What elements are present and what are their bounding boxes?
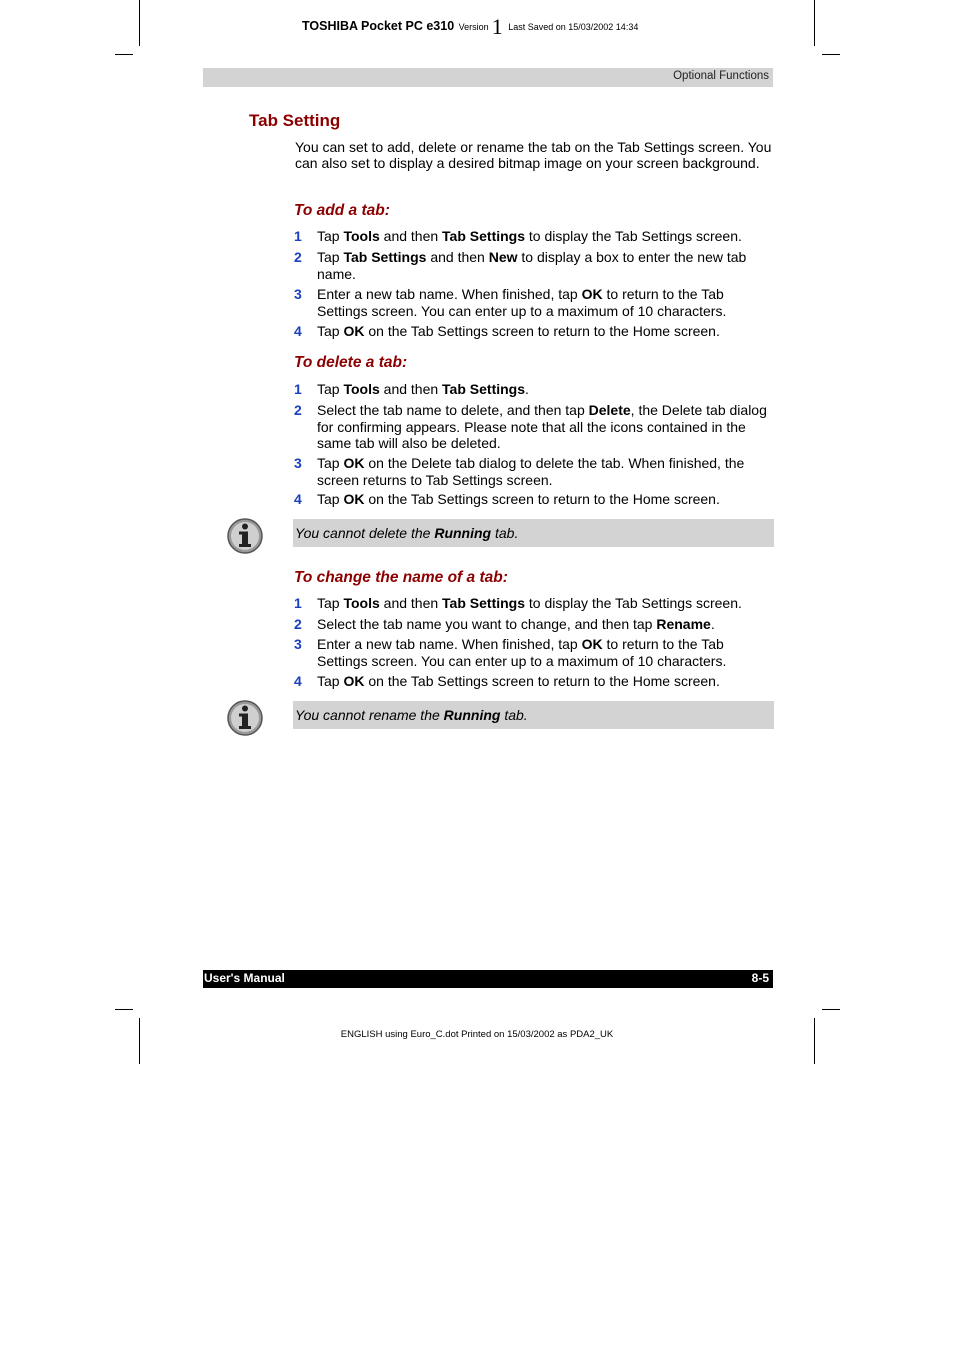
section-name: Optional Functions xyxy=(673,70,769,82)
crop-mark xyxy=(814,0,815,46)
rename-step-1: 1 Tap Tools and then Tab Settings to display the Tab Settings screen. xyxy=(294,595,742,611)
add-step-1: 1 Tap Tools and then Tab Settings to display the Tab Settings screen. xyxy=(294,228,742,244)
delete-tab-heading: To delete a tab: xyxy=(294,354,408,371)
rename-step-3: 3 Enter a new tab name. When finished, tap OK to return to the Tab Settings screen. You can enter up to a maximum of 10 characters. xyxy=(294,636,727,669)
crop-mark xyxy=(139,0,140,46)
manual-name: User's Manual xyxy=(204,971,285,985)
rename-step-4: 4 Tap OK on the Tab Settings screen to return to the Home screen. xyxy=(294,673,720,689)
delete-step-3: 3 Tap OK on the Delete tab dialog to delete the tab. When finished, the screen returns to Tab Settings screen. xyxy=(294,455,745,488)
product-name: TOSHIBA Pocket PC e310 xyxy=(302,19,455,33)
last-saved: Last Saved on 15/03/2002 14:34 xyxy=(508,22,639,32)
delete-step-1: 1 Tap Tools and then Tab Settings. xyxy=(294,381,529,397)
version-number: 1 xyxy=(491,14,503,39)
note-rename: You cannot rename the Running tab. xyxy=(293,701,774,729)
delete-step-4: 4 Tap OK on the Tab Settings screen to return to the Home screen. xyxy=(294,491,720,507)
info-icon xyxy=(226,699,264,737)
crop-mark xyxy=(822,1009,840,1010)
add-step-4: 4 Tap OK on the Tab Settings screen to return to the Home screen. xyxy=(294,323,720,339)
version-label: Version xyxy=(458,22,489,32)
page-number: 8-5 xyxy=(751,971,769,985)
add-step-3: 3 Enter a new tab name. When finished, tap OK to return to the Tab Settings screen. You can enter up to a maximum of 10 characters. xyxy=(294,286,727,319)
crop-mark xyxy=(115,54,133,55)
intro-paragraph: You can set to add, delete or rename the tab on the Tab Settings screen. You can also set to display a desired bitmap image on your screen background. xyxy=(295,139,772,171)
delete-step-2: 2 Select the tab name to delete, and then tap Delete, the Delete tab dialog for confirming appears. Please note that all the icons contained in the same tab will also be deleted. xyxy=(294,402,767,451)
document-meta-header xyxy=(302,10,639,39)
rename-tab-heading: To change the name of a tab: xyxy=(294,569,508,586)
running-header xyxy=(203,68,773,87)
note-delete: You cannot delete the Running tab. xyxy=(293,519,774,547)
print-info: ENGLISH using Euro_C.dot Printed on 15/03/2002 as PDA2_UK xyxy=(340,1029,614,1040)
running-footer xyxy=(203,970,773,988)
crop-mark xyxy=(115,1009,133,1010)
crop-mark xyxy=(814,1018,815,1064)
page-title: Tab Setting xyxy=(249,111,341,130)
crop-mark xyxy=(139,1018,140,1064)
info-icon xyxy=(226,517,264,555)
crop-mark xyxy=(822,54,840,55)
add-step-2: 2 Tap Tab Settings and then New to display a box to enter the new tab name. xyxy=(294,249,747,282)
rename-step-2: 2 Select the tab name you want to change, and then tap Rename. xyxy=(294,616,715,632)
add-tab-heading: To add a tab: xyxy=(294,202,390,219)
